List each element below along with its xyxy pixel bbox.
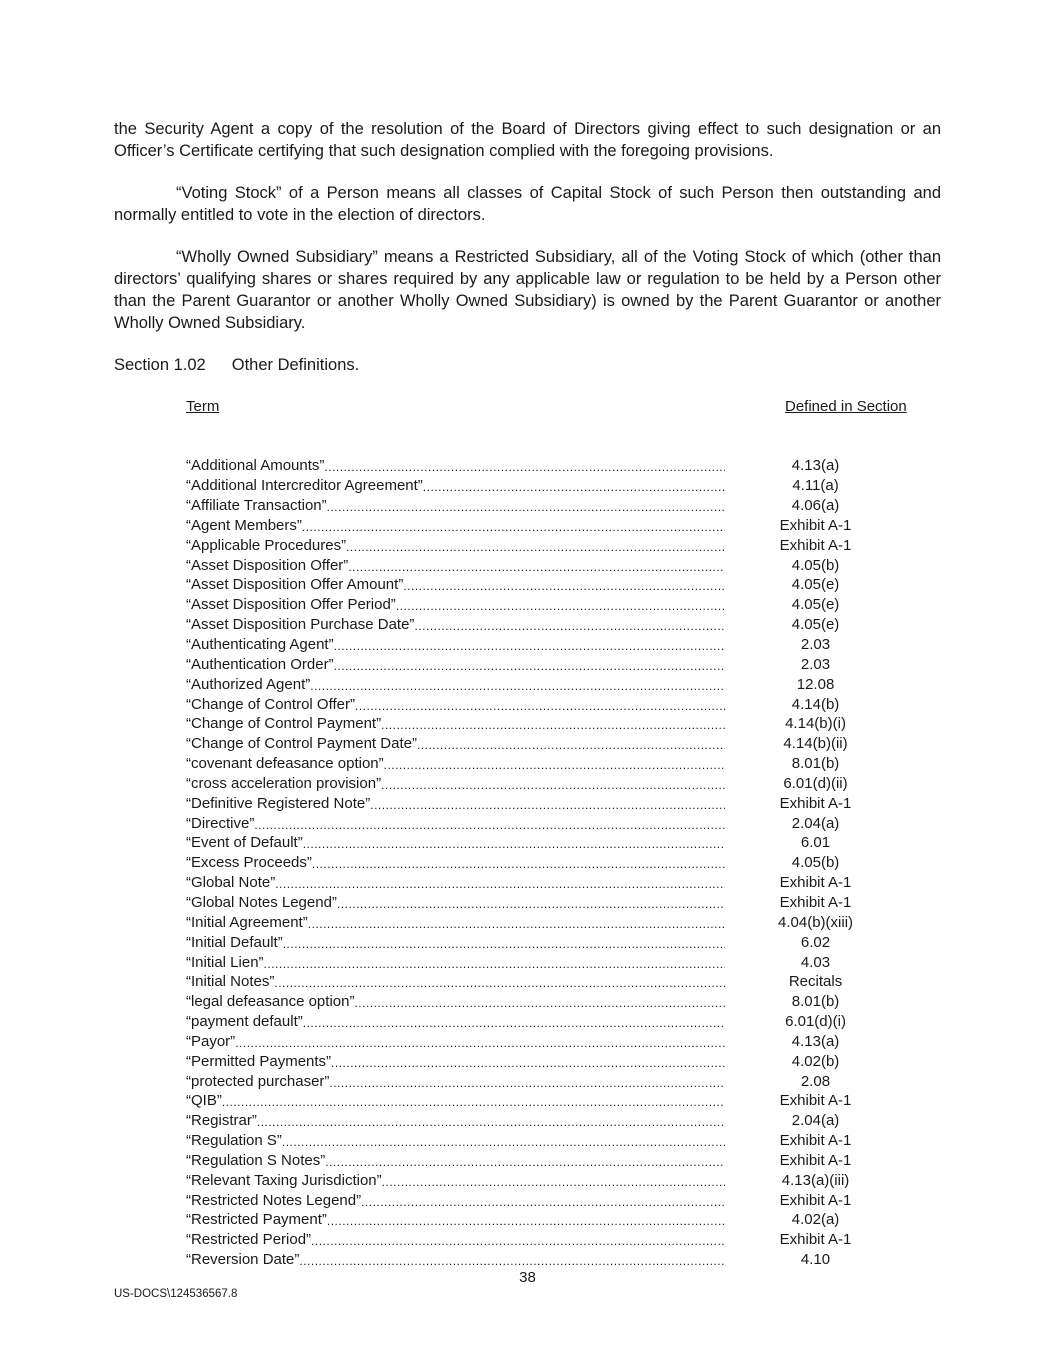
defined-term: “Asset Disposition Offer Amount” xyxy=(186,576,404,594)
table-row xyxy=(186,1051,906,1071)
dot-leader xyxy=(235,1033,725,1050)
table-row xyxy=(186,535,906,555)
section-title: Other Definitions. xyxy=(231,356,360,374)
table-row xyxy=(186,1091,906,1111)
dot-leader xyxy=(354,993,725,1010)
section-reference: Exhibit A-1 xyxy=(779,794,852,812)
section-reference: 4.05(b) xyxy=(791,854,840,872)
term-cell xyxy=(186,676,725,693)
table-row xyxy=(186,1250,906,1270)
defined-term: “payment default” xyxy=(186,1013,303,1031)
defined-term: “Affiliate Transaction” xyxy=(186,497,327,515)
table-row xyxy=(186,972,906,992)
term-cell xyxy=(186,1073,725,1090)
dot-leader xyxy=(325,1152,725,1169)
section-reference: 4.05(e) xyxy=(791,596,840,614)
dot-leader xyxy=(331,1053,725,1070)
table-row xyxy=(186,714,906,734)
dot-leader xyxy=(355,696,725,713)
term-cell xyxy=(186,557,725,574)
section-reference: 4.05(e) xyxy=(791,576,840,594)
section-reference: Exhibit A-1 xyxy=(779,1092,852,1110)
dot-leader xyxy=(327,497,725,514)
dot-leader xyxy=(283,934,725,951)
section-reference: 4.04(b)(xiii) xyxy=(778,913,854,931)
term-cell xyxy=(186,1152,725,1169)
section-reference: 4.05(e) xyxy=(791,616,840,634)
dot-leader xyxy=(222,1092,725,1109)
term-cell xyxy=(186,954,725,971)
defined-term: “Excess Proceeds” xyxy=(186,854,312,872)
paragraph-wholly-owned-subsidiary-definition: “Wholly Owned Subsidiary” means a Restricted Subsidiary, all of the Voting Stock of which (other than directors’ qualifying shares or shares required by any applicable law or regulation to be held by a Person other than the Parent Guarantor or another Wholly Owned Subsidiary) is owned by the Parent Guarantor or another Wholly Owned Subsidiary. xyxy=(114,248,941,332)
table-row xyxy=(186,793,906,813)
defined-term: “Authentication Order” xyxy=(186,655,334,673)
table-row xyxy=(186,873,906,893)
section-reference: 4.05(b) xyxy=(791,556,840,574)
section-reference: 4.13(a) xyxy=(791,457,840,475)
dot-leader xyxy=(299,1251,725,1268)
term-cell xyxy=(186,1211,725,1228)
dot-leader xyxy=(329,1073,725,1090)
dot-leader xyxy=(361,1192,725,1209)
section-heading xyxy=(114,354,359,376)
section-reference: 6.01 xyxy=(800,834,831,852)
paragraph-voting-stock-definition: “Voting Stock” of a Person means all classes of Capital Stock of such Person then outstanding and normally entitled to vote in the election of directors. xyxy=(114,184,941,224)
section-reference: 4.11(a) xyxy=(792,477,839,495)
section-reference: 2.08 xyxy=(800,1072,831,1090)
table-row xyxy=(186,1151,906,1171)
section-reference: 6.01(d)(i) xyxy=(785,1013,846,1031)
table-row xyxy=(186,754,906,774)
term-cell xyxy=(186,1132,725,1149)
section-reference: Exhibit A-1 xyxy=(779,874,852,892)
dot-leader xyxy=(274,973,725,990)
defined-term: “Relevant Taxing Jurisdiction” xyxy=(186,1171,382,1189)
paragraph-security-agent-continuation: the Security Agent a copy of the resolution of the Board of Directors giving effect to such designation or an Officer’s Certificate certifying that such designation complied with the foregoing provisions. xyxy=(114,120,941,160)
dot-leader xyxy=(381,775,725,792)
dot-leader xyxy=(382,1172,725,1189)
defined-term: “Restricted Period” xyxy=(186,1231,312,1249)
section-reference: 4.14(b) xyxy=(791,695,840,713)
table-row xyxy=(186,1230,906,1250)
table-row xyxy=(186,1190,906,1210)
table-row xyxy=(186,952,906,972)
dot-leader xyxy=(334,636,725,653)
section-reference: Exhibit A-1 xyxy=(779,1191,852,1209)
section-reference: 12.08 xyxy=(796,675,835,693)
term-cell xyxy=(186,874,725,891)
section-reference: 4.02(a) xyxy=(791,1211,840,1229)
table-row xyxy=(186,734,906,754)
term-cell xyxy=(186,537,725,554)
table-row xyxy=(186,595,906,615)
section-reference: 4.13(a) xyxy=(791,1032,840,1050)
defined-term: “Asset Disposition Offer Period” xyxy=(186,596,396,614)
table-row xyxy=(186,853,906,873)
defined-term: “Change of Control Offer” xyxy=(186,695,355,713)
term-cell xyxy=(186,894,725,911)
table-row xyxy=(186,456,906,476)
defined-term: “Restricted Notes Legend” xyxy=(186,1191,362,1209)
table-row xyxy=(186,833,906,853)
section-reference: 4.06(a) xyxy=(791,497,840,515)
term-cell xyxy=(186,834,725,851)
dot-leader xyxy=(282,1132,725,1149)
column-header-term: Term xyxy=(186,398,220,415)
defined-term: “Registrar” xyxy=(186,1112,257,1130)
section-reference: 2.04(a) xyxy=(791,814,840,832)
section-number: Section 1.02 xyxy=(114,356,206,374)
term-cell xyxy=(186,934,725,951)
dot-leader xyxy=(381,715,725,732)
section-reference: 4.13(a)(iii) xyxy=(781,1171,850,1189)
section-reference: 4.14(b)(ii) xyxy=(783,735,848,753)
defined-term: “Regulation S” xyxy=(186,1132,282,1150)
dot-leader xyxy=(334,656,725,673)
definitions-table xyxy=(186,456,906,1270)
defined-term: “Permitted Payments” xyxy=(186,1052,332,1070)
dot-leader xyxy=(311,1231,725,1248)
term-cell xyxy=(186,795,725,812)
table-row xyxy=(186,774,906,794)
section-reference: 6.01(d)(ii) xyxy=(783,774,848,792)
defined-term: “Applicable Procedures” xyxy=(186,536,347,554)
dot-leader xyxy=(303,1013,725,1030)
defined-term: “Additional Amounts” xyxy=(186,457,325,475)
section-reference: 4.03 xyxy=(800,953,831,971)
table-row xyxy=(186,635,906,655)
dot-leader xyxy=(370,795,725,812)
term-cell xyxy=(186,1172,725,1189)
defined-term: “Authorized Agent” xyxy=(186,675,311,693)
section-reference: Exhibit A-1 xyxy=(779,1132,852,1150)
dot-leader xyxy=(312,854,725,871)
term-cell xyxy=(186,497,725,514)
table-row xyxy=(186,694,906,714)
term-cell xyxy=(186,1231,725,1248)
table-row xyxy=(186,555,906,575)
defined-term: “Restricted Payment” xyxy=(186,1211,327,1229)
term-cell xyxy=(186,1112,725,1129)
defined-term: “Authenticating Agent” xyxy=(186,636,334,654)
term-cell xyxy=(186,477,725,494)
section-reference: Exhibit A-1 xyxy=(779,1151,852,1169)
term-cell xyxy=(186,616,725,633)
defined-term: “Definitive Registered Note” xyxy=(186,794,371,812)
defined-term: “cross acceleration provision” xyxy=(186,774,382,792)
section-reference: 4.02(b) xyxy=(791,1052,840,1070)
table-row xyxy=(186,496,906,516)
dot-leader xyxy=(396,596,725,613)
section-reference: 2.03 xyxy=(800,636,831,654)
document-id: US-DOCS\124536567.8 xyxy=(114,1288,238,1300)
table-row xyxy=(186,615,906,635)
defined-term: “Change of Control Payment” xyxy=(186,715,382,733)
dot-leader xyxy=(310,676,725,693)
dot-leader xyxy=(337,894,725,911)
section-reference: 2.03 xyxy=(800,655,831,673)
dot-leader xyxy=(403,576,725,593)
term-cell xyxy=(186,775,725,792)
section-reference: 4.10 xyxy=(800,1251,831,1269)
defined-term: “Payor” xyxy=(186,1032,236,1050)
dot-leader xyxy=(414,616,725,633)
defined-term: “Change of Control Payment Date” xyxy=(186,735,417,753)
section-reference: 8.01(b) xyxy=(791,993,840,1011)
term-cell xyxy=(186,1033,725,1050)
defined-term: “Initial Lien” xyxy=(186,953,264,971)
term-cell xyxy=(186,1092,725,1109)
dot-leader xyxy=(327,1211,725,1228)
defined-term: “Global Note” xyxy=(186,874,276,892)
term-cell xyxy=(186,517,725,534)
defined-term: “Directive” xyxy=(186,814,255,832)
dot-leader xyxy=(303,834,725,851)
term-cell xyxy=(186,1013,725,1030)
dot-leader xyxy=(308,914,725,931)
dot-leader xyxy=(275,874,725,891)
term-cell xyxy=(186,735,725,752)
dot-leader xyxy=(257,1112,725,1129)
table-row xyxy=(186,575,906,595)
term-cell xyxy=(186,1251,725,1268)
term-cell xyxy=(186,1192,725,1209)
term-cell xyxy=(186,696,725,713)
column-header-defined-in-section: Defined in Section xyxy=(785,398,907,415)
term-cell xyxy=(186,854,725,871)
table-row xyxy=(186,654,906,674)
term-cell xyxy=(186,656,725,673)
defined-term: “legal defeasance option” xyxy=(186,993,355,1011)
section-reference: Exhibit A-1 xyxy=(779,516,852,534)
defined-term: “QIB” xyxy=(186,1092,222,1110)
section-reference: 8.01(b) xyxy=(791,755,840,773)
defined-term: “covenant defeasance option” xyxy=(186,755,384,773)
term-cell xyxy=(186,973,725,990)
dot-leader xyxy=(423,477,725,494)
table-row xyxy=(186,1071,906,1091)
dot-leader xyxy=(417,735,725,752)
page-number: 38 xyxy=(519,1269,536,1286)
term-cell xyxy=(186,576,725,593)
table-row xyxy=(186,893,906,913)
term-cell xyxy=(186,596,725,613)
table-row xyxy=(186,813,906,833)
term-cell xyxy=(186,755,725,772)
section-reference: Exhibit A-1 xyxy=(779,536,852,554)
table-row xyxy=(186,476,906,496)
dot-leader xyxy=(384,755,725,772)
defined-term: “Asset Disposition Offer” xyxy=(186,556,349,574)
defined-term: “Reversion Date” xyxy=(186,1251,300,1269)
section-reference: 4.14(b)(i) xyxy=(785,715,846,733)
table-row xyxy=(186,992,906,1012)
term-cell xyxy=(186,993,725,1010)
term-cell xyxy=(186,1053,725,1070)
term-cell xyxy=(186,914,725,931)
term-cell xyxy=(186,715,725,732)
defined-term: “Event of Default” xyxy=(186,834,303,852)
table-row xyxy=(186,1031,906,1051)
term-cell xyxy=(186,636,725,653)
table-row xyxy=(186,932,906,952)
defined-term: “Regulation S Notes” xyxy=(186,1151,326,1169)
dot-leader xyxy=(348,557,725,574)
term-cell xyxy=(186,815,725,832)
table-row xyxy=(186,912,906,932)
section-reference: Exhibit A-1 xyxy=(779,1231,852,1249)
table-row xyxy=(186,1012,906,1032)
term-cell xyxy=(186,457,725,474)
defined-term: “Initial Default” xyxy=(186,933,283,951)
table-row xyxy=(186,516,906,536)
section-reference: 2.04(a) xyxy=(791,1112,840,1130)
section-reference: Exhibit A-1 xyxy=(779,893,852,911)
table-row xyxy=(186,1111,906,1131)
dot-leader xyxy=(302,517,725,534)
defined-term: “Additional Intercreditor Agreement” xyxy=(186,477,423,495)
dot-leader xyxy=(346,537,725,554)
defined-term: “Agent Members” xyxy=(186,516,302,534)
table-row xyxy=(186,1210,906,1230)
defined-term: “Global Notes Legend” xyxy=(186,893,337,911)
dot-leader xyxy=(264,954,726,971)
section-reference: 6.02 xyxy=(800,933,831,951)
dot-leader xyxy=(324,457,725,474)
table-row xyxy=(186,1131,906,1151)
defined-term: “Initial Agreement” xyxy=(186,913,308,931)
dot-leader xyxy=(254,815,725,832)
defined-term: “Initial Notes” xyxy=(186,973,275,991)
defined-term: “protected purchaser” xyxy=(186,1072,330,1090)
section-reference: Recitals xyxy=(788,973,843,991)
table-row xyxy=(186,1170,906,1190)
table-row xyxy=(186,674,906,694)
defined-term: “Asset Disposition Purchase Date” xyxy=(186,616,415,634)
